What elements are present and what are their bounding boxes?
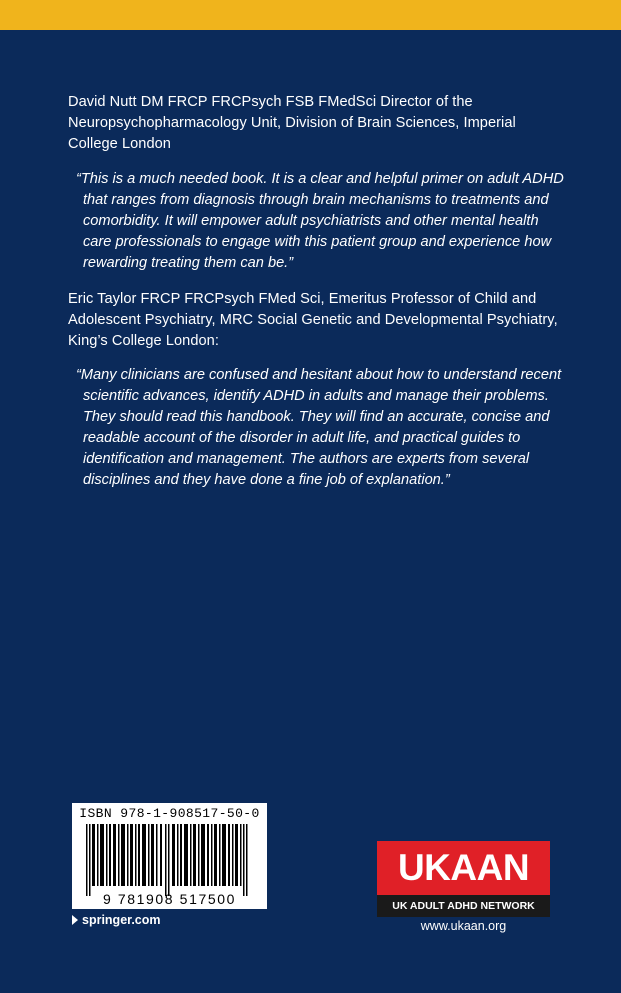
endorser-1: David Nutt DM FRCP FRCPsych FSB FMedSci Director of the Neuropsychopharmacology Unit, Division of Brain Sciences, Imperial College London (68, 94, 516, 152)
publisher-link[interactable] (72, 913, 161, 927)
quote-1: “This is a much needed book. It is a clear and helpful primer on adult ADHD that ranges from diagnosis through brain mechanisms to treatments and comorbidity. It will empower adult psychiatrists and other mental health care professionals to engage with this patient group and experience how rewarding treating them can be.” (76, 171, 564, 271)
ukaan-url[interactable]: www.ukaan.org (420, 919, 507, 933)
isbn-label: ISBN 978-1-908517-50-0 (79, 806, 260, 821)
barcode-bars (78, 824, 261, 896)
quote-2: “Many clinicians are confused and hesitant about how to understand recent scientific advances, identify ADHD in adults and manage their problems. They should read this handbook. They will find an accurate, concise and readable account of the disorder in adult life, and practical guides to identification and management. The authors are experts from several disciplines and they have done a fine job of explanation.” (76, 367, 562, 488)
endorser-2: Eric Taylor FRCP FRCPsych FMed Sci, Emeritus Professor of Child and Adolescent Psychiatry, MRC Social Genetic and Developmental Psychiatry, King’s College London: (68, 291, 558, 349)
isbn-barcode (72, 803, 267, 909)
publisher-label: springer.com (82, 913, 161, 927)
arrow-right-icon (72, 915, 78, 925)
logo-name: UKAAN (377, 841, 550, 895)
ukaan-logo (377, 841, 550, 917)
back-cover-text (68, 92, 568, 491)
top-color-band (0, 0, 621, 30)
logo-tagline: UK ADULT ADHD NETWORK (377, 895, 550, 917)
barcode-digits: 9 781908 517500 (103, 891, 236, 907)
